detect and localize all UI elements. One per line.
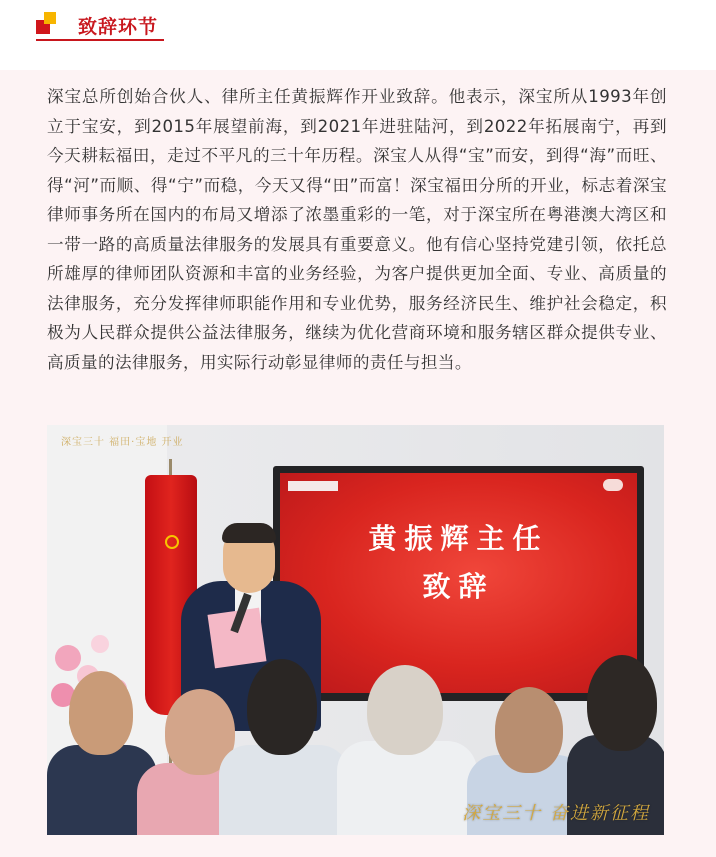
section-underline xyxy=(36,39,164,41)
photo-watermark-top: 深宝三十 福田·宝地 开业 xyxy=(61,437,184,448)
tv-logo-banner xyxy=(288,481,338,491)
section-header xyxy=(36,10,166,42)
speaker-hair xyxy=(222,523,276,543)
article-paragraph: 深宝总所创始合伙人、律所主任黄振辉作开业致辞。他表示，深宝所从1993年创立于宝安，到2015年展望前海，到2021年进驻陆河，到2022年拓展南宁，再到今天耕耘福田，走过不平凡的三十年历程。深宝人从得“宝”而安，到得“海”而旺、得“河”而顺、得“宁”而稳，今天又得“田”而富！深宝福田分所的开业，标志着深宝律师事务所在国内的布局又增添了浓墨重彩的一笔，对于深宝所在粤港澳大湾区和一带一路的高质量法律服务的发展具有重要意义。他有信心坚持党建引领，依托总所雄厚的律师团队资源和丰富的业务经验，为客户提供更加全面、专业、高质量的法律服务，充分发挥律师职能作用和专业优势，服务经济民生、维护社会稳定，积极为人民群众提供公益法律服务，继续为优化营商环境和服务辖区群众提供专业、高质量的法律服务，用实际行动彰显律师的责任与担当。 xyxy=(47,87,667,372)
tv-anniversary-badge xyxy=(603,479,623,491)
audience-member xyxy=(219,745,349,835)
flag-emblem-icon xyxy=(165,535,179,549)
screen-line-2: 致辞 xyxy=(422,570,495,603)
audience-head xyxy=(495,687,563,773)
audience-head xyxy=(367,665,443,755)
marker-yellow-square xyxy=(44,12,56,24)
audience-head xyxy=(247,659,317,755)
photo-watermark-bottom: 深宝三十 奋进新征程 xyxy=(462,803,650,824)
section-marker-icon xyxy=(36,12,60,36)
audience-head xyxy=(69,671,133,755)
event-photo xyxy=(47,425,664,835)
screen-line-1: 黄振辉主任 xyxy=(368,522,549,555)
audience-member xyxy=(337,741,477,835)
section-title: 致辞环节 xyxy=(78,16,159,38)
audience-head xyxy=(587,655,657,751)
